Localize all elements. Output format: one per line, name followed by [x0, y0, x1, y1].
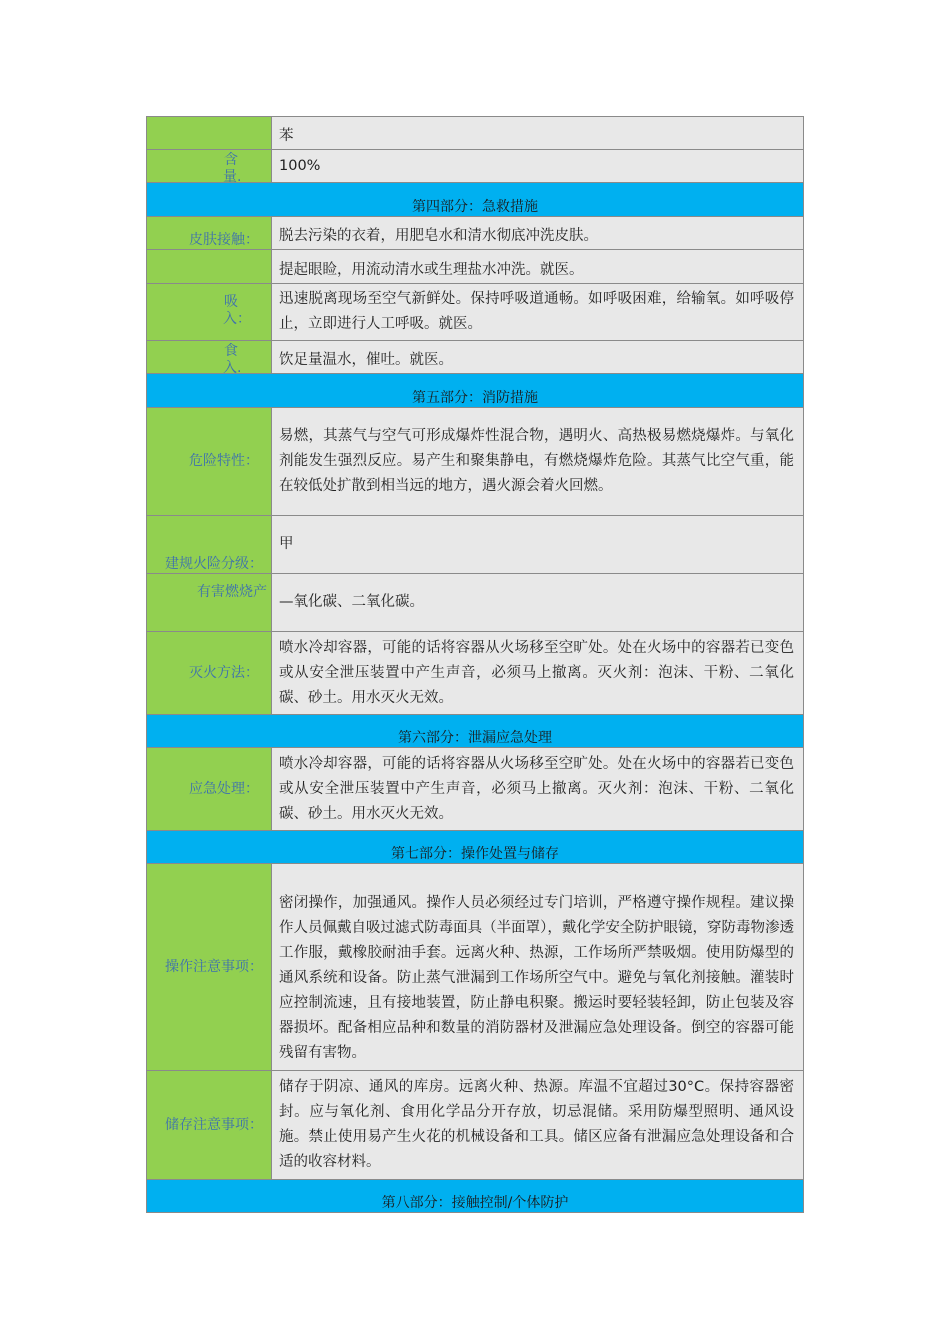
- storage-row: [146, 1071, 804, 1180]
- ingestion-value: 饮足量温水，催吐。就医。: [272, 341, 803, 373]
- emergency-value: 喷水冷却容器，可能的话将容器从火场移至空旷处。处在火场中的容器若已变色或从安全泄压装置中产生声音，必须马上撤离。灭火剂：泡沫、干粉、二氧化碳、砂土。用水灭火无效。: [272, 748, 803, 830]
- section-8-header: 第八部分：接触控制/个体防护: [146, 1180, 804, 1213]
- fire-class-row: [146, 516, 804, 574]
- extinguish-value: 喷水冷却容器，可能的话将容器从火场移至空旷处。处在火场中的容器若已变色或从安全泄压装置中产生声音，必须马上撤离。灭火剂：泡沫、干粉、二氧化碳、砂土。用水灭火无效。: [272, 632, 803, 714]
- combustion-products-row: [146, 574, 804, 632]
- section-5-header: 第五部分：消防措施: [146, 374, 804, 408]
- skin-contact-row: [146, 217, 804, 250]
- operation-value: 密闭操作，加强通风。操作人员必须经过专门培训，严格遵守操作规程。建议操作人员佩戴自吸过滤式防毒面具（半面罩），戴化学安全防护眼镜，穿防毒物渗透工作服，戴橡胶耐油手套。远离火种、热源，工作场所严禁吸烟。使用防爆型的通风系统和设备。防止蒸气泄漏到工作场所空气中。避免与氧化剂接触。灌装时应控制流速，且有接地装置，防止静电积聚。搬运时要轻装轻卸，防止包装及容器损坏。配备相应品种和数量的消防器材及泄漏应急处理设备。倒空的容器可能残留有害物。: [272, 864, 803, 1070]
- name-label-cell: [147, 117, 272, 149]
- name-value: 苯: [272, 117, 803, 149]
- emergency-label: 应急处理：: [147, 748, 272, 830]
- section-7-header: 第七部分：操作处置与储存: [146, 831, 804, 864]
- extinguish-row: [146, 632, 804, 715]
- fire-class-label: 建规火险分级：: [147, 516, 272, 573]
- storage-label: 储存注意事项：: [147, 1071, 272, 1179]
- hazard-row: [146, 408, 804, 516]
- section-4-header: 第四部分：急救措施: [146, 183, 804, 217]
- eye-contact-value: 提起眼睑，用流动清水或生理盐水冲洗。就医。: [272, 250, 803, 283]
- hazard-label: 危险特性：: [147, 408, 272, 515]
- content-value: 100%: [272, 150, 803, 182]
- storage-value: 储存于阴凉、通风的库房。远离火种、热源。库温不宜超过30°C。保持容器密封。应与氧化剂、食用化学品分开存放，切忌混储。采用防爆型照明、通风设施。禁止使用易产生火花的机械设备和工具。储区应备有泄漏应急处理设备和合适的收容材料。: [272, 1071, 803, 1179]
- content-row: [146, 150, 804, 183]
- combustion-products-value: —氧化碳、二氧化碳。: [272, 574, 803, 631]
- emergency-row: [146, 748, 804, 831]
- skin-contact-value: 脱去污染的衣着，用肥皂水和清水彻底冲洗皮肤。: [272, 217, 803, 249]
- inhalation-value: 迅速脱离现场至空气新鲜处。保持呼吸道通畅。如呼吸困难，给输氧。如呼吸停止，立即进行人工呼吸。就医。: [272, 284, 803, 340]
- inhalation-row: [146, 284, 804, 341]
- ingestion-row: [146, 341, 804, 374]
- inhalation-label: 吸 入：: [147, 284, 272, 340]
- operation-label: 操作注意事项：: [147, 864, 272, 1070]
- eye-contact-row: [146, 250, 804, 284]
- eye-contact-label-cell: [147, 250, 272, 283]
- combustion-products-label: 有害燃烧产: [147, 574, 272, 631]
- fire-class-value: 甲: [272, 516, 803, 573]
- msds-table: [146, 116, 804, 1213]
- ingestion-label: 食 入.: [147, 341, 272, 373]
- operation-row: [146, 864, 804, 1071]
- section-6-header: 第六部分：泄漏应急处理: [146, 715, 804, 748]
- skin-contact-label: 皮肤接触：: [147, 217, 272, 249]
- name-row: [146, 116, 804, 150]
- extinguish-label: 灭火方法：: [147, 632, 272, 714]
- content-label: 含 量.: [147, 150, 272, 182]
- hazard-value: 易燃，其蒸气与空气可形成爆炸性混合物，遇明火、高热极易燃烧爆炸。与氧化剂能发生强烈反应。易产生和聚集静电，有燃烧爆炸危险。其蒸气比空气重，能在较低处扩散到相当远的地方，遇火源会着火回燃。: [272, 408, 803, 515]
